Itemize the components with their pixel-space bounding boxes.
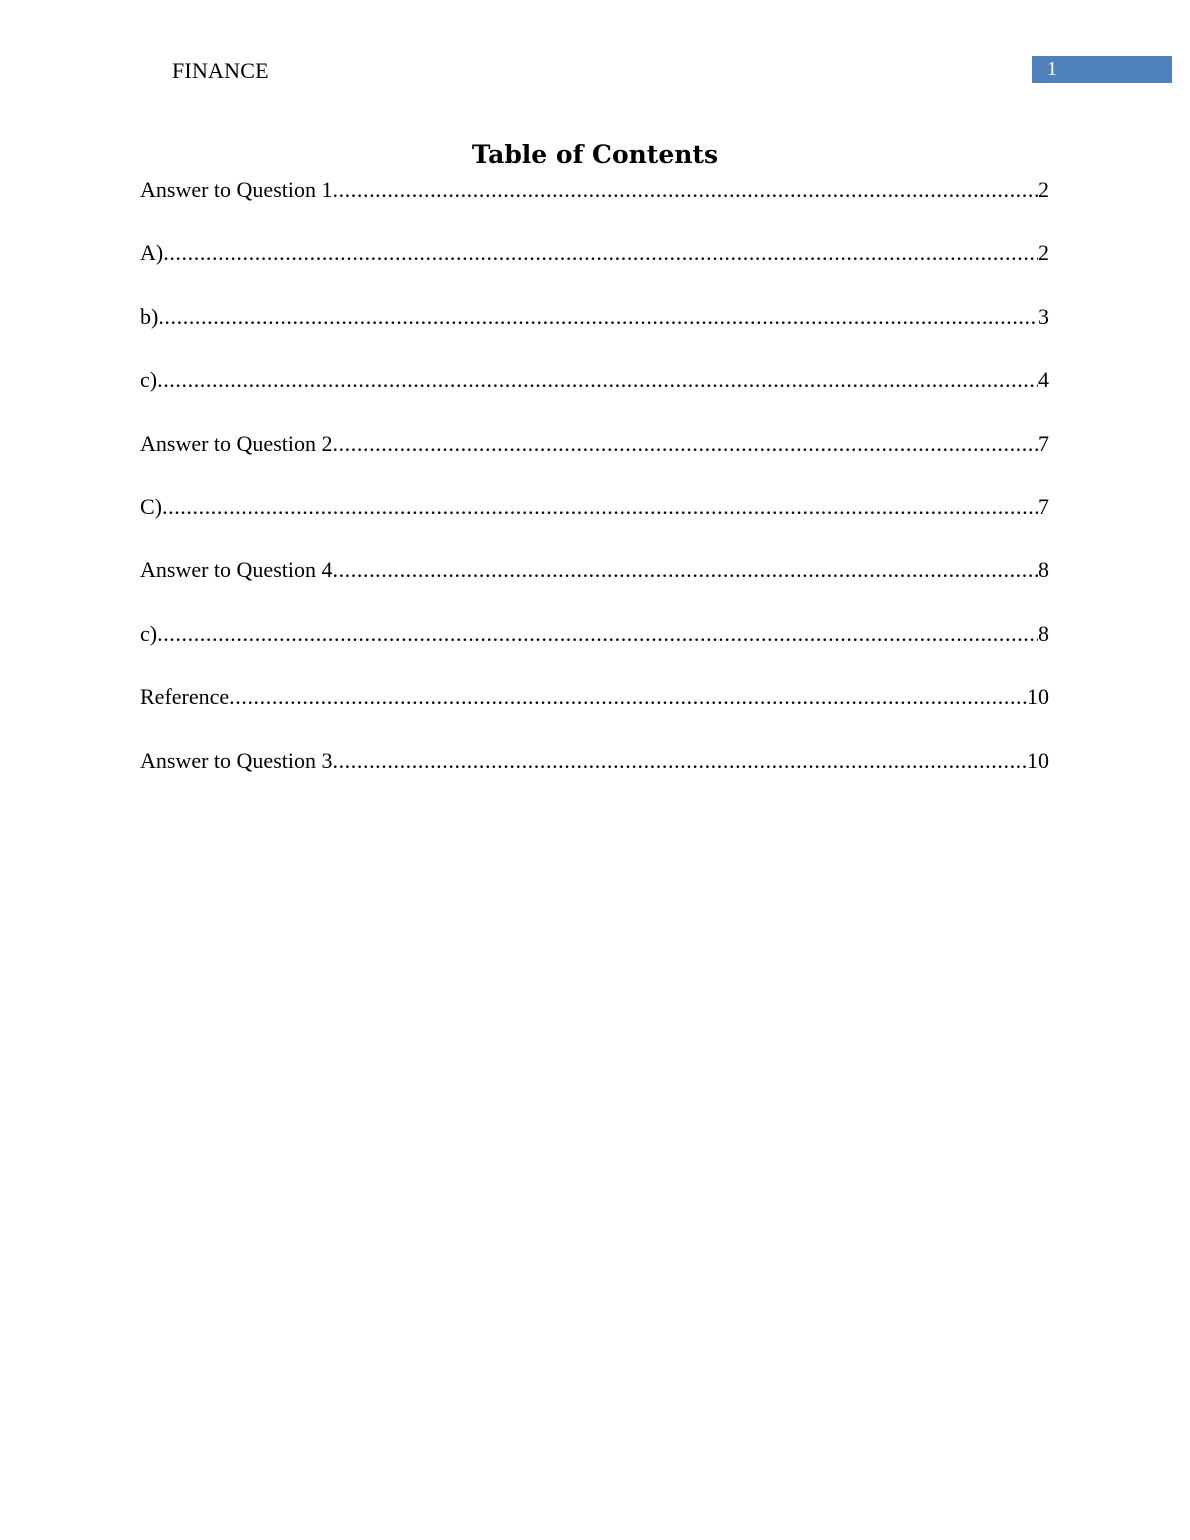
toc-entry-label: Answer to Question 3 [140,747,333,773]
toc-entry-c[interactable] [140,364,1049,427]
page-number-badge: 1 [1032,56,1172,83]
toc-entry-a[interactable] [140,237,1049,300]
toc-entry-label: Answer to Question 1 [140,177,333,202]
toc-entry-label: c) [140,620,158,646]
toc-dot-leader [158,301,1038,333]
toc-entry-page: 8 [1038,557,1049,583]
toc-entry-page: 7 [1038,493,1049,519]
toc-entry-b[interactable] [140,301,1049,364]
toc-entry-reference[interactable] [140,681,1049,744]
toc-entry-page: 2 [1038,177,1049,202]
toc-entry-page: 2 [1038,240,1049,266]
toc-entry-label: Reference [140,684,230,710]
toc-entry-page: 10 [1027,747,1049,773]
toc-entry-answer-q3[interactable] [140,745,1049,808]
toc-entry-page: 8 [1038,620,1049,646]
toc-entry-label: Answer to Question 2 [140,430,333,456]
toc-dot-leader [332,428,1038,460]
toc-entry-answer-q1[interactable] [140,174,1049,237]
toc-entry-page: 7 [1038,430,1049,456]
toc-title: Table of Contents [471,140,719,169]
toc-dot-leader [332,554,1038,586]
toc-entry-answer-q4[interactable] [140,554,1049,617]
toc-entry-label: b) [140,303,159,329]
toc-entry-page: 10 [1027,684,1049,710]
table-of-contents [140,174,1049,808]
toc-entry-label: c) [140,367,158,393]
header-title: FINANCE [172,58,269,83]
toc-dot-leader [162,491,1038,523]
toc-dot-leader [157,618,1038,650]
toc-entry-label: Answer to Question 4 [140,557,333,583]
toc-dot-leader [163,237,1038,269]
toc-entry-label: C) [140,493,162,519]
toc-entry-label: A) [140,240,164,266]
toc-dot-leader [229,681,1027,713]
toc-dot-leader [157,364,1038,396]
toc-dot-leader [332,174,1038,206]
toc-entry-page: 4 [1038,367,1049,393]
toc-entry-page: 3 [1038,303,1049,329]
toc-entry-answer-q2[interactable] [140,428,1049,491]
toc-dot-leader [332,745,1027,777]
toc-entry-c-second[interactable] [140,618,1049,681]
toc-entry-c-upper[interactable] [140,491,1049,554]
